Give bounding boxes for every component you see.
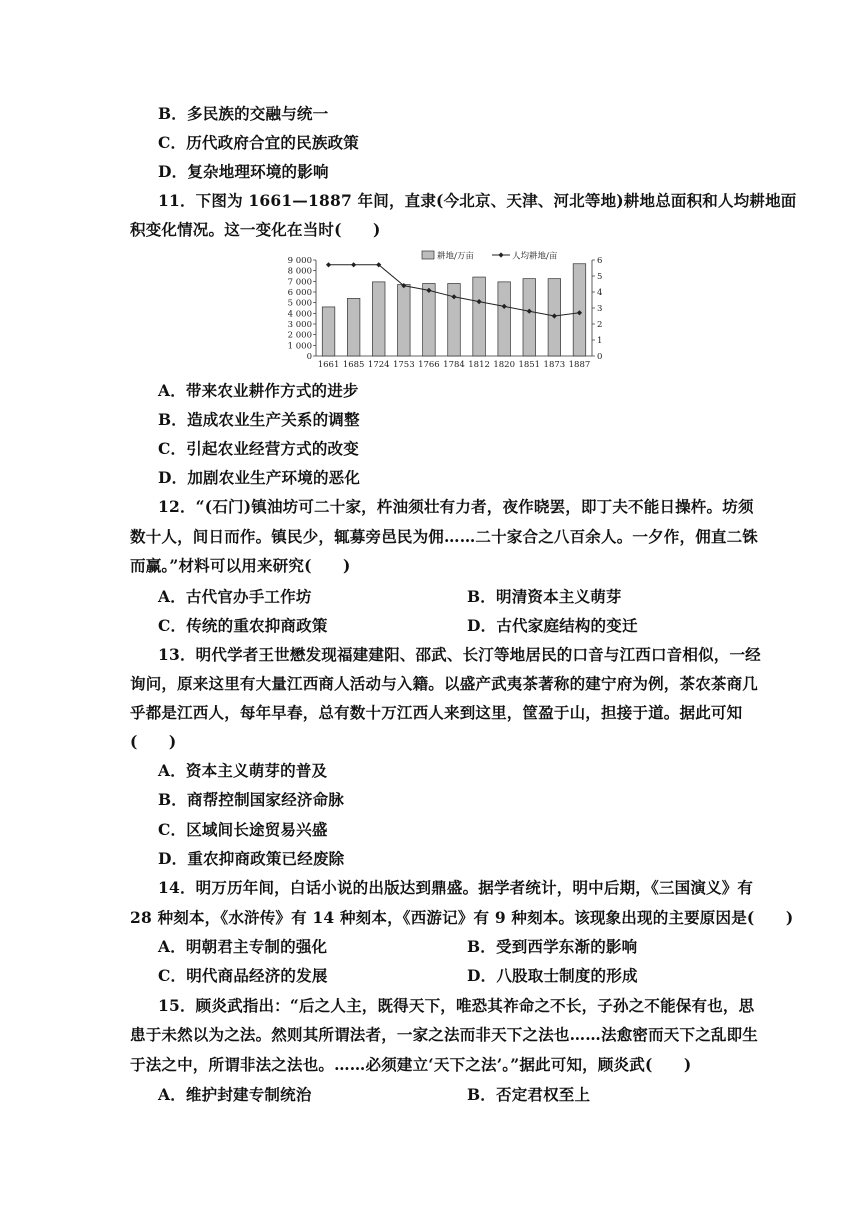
q13-stem-line4: ( ): [130, 732, 177, 751]
left-tick-label: 3 000: [287, 320, 312, 330]
point-1661: [326, 262, 331, 267]
q12-option-b: B．明清资本主义萌芽: [467, 587, 622, 606]
q12-stem-line2: 数十人，间日而作。镇民少，辄募旁邑民为佣……二十家合之八百余人。一夕作，佣直二铢: [130, 527, 759, 546]
q13-stem-line3: 乎都是江西人，每年早春，总有数十万江西人来到这里，筐盈于山，担接于道。据此可知: [130, 703, 743, 722]
q15-stem-line2: 患于未然以为之法。然则其所谓法者，一家之法而非天下之法也……法愈密而天下之乱即生: [130, 1025, 759, 1044]
legend-line-marker: [498, 252, 503, 257]
bar-1887: [573, 264, 586, 356]
right-tick-label: 0: [597, 352, 603, 362]
q13-stem-line1: 13．明代学者王世懋发现福建建阳、邵武、长汀等地居民的口音与江西口音相似，一经: [158, 645, 761, 664]
x-tick-label: 1851: [518, 360, 541, 370]
farmland-chart: [270, 248, 610, 374]
bar-1724: [372, 282, 385, 356]
right-tick-label: 3: [597, 304, 603, 314]
x-tick-label: 1724: [367, 360, 390, 370]
x-tick-label: 1812: [468, 360, 490, 370]
x-tick-label: 1784: [443, 360, 465, 370]
bar-1766: [423, 283, 436, 356]
right-tick-label: 2: [597, 320, 603, 330]
x-tick-label: 1820: [493, 360, 516, 370]
point-1685: [351, 262, 356, 267]
legend-bar-label: 耕地/万亩: [437, 251, 474, 262]
q11-stem-line1: 11．下图为 1661—1887 年间，直隶(今北京、天津、河北等地)耕地总面积和人均耕地面: [158, 191, 797, 210]
x-tick-label: 1753: [392, 360, 415, 370]
left-tick-label: 2 000: [287, 330, 312, 341]
left-tick-label: 7 000: [287, 277, 312, 288]
bar-1812: [473, 277, 486, 356]
q12-option-d: D．古代家庭结构的变迁: [467, 616, 638, 635]
q12-option-a: A．古代官办手工作坊: [158, 587, 312, 606]
bar-1685: [347, 298, 360, 356]
q15-option-a: A．维护封建专制统治: [158, 1085, 312, 1104]
bar-1753: [398, 285, 411, 356]
q14-stem-line2: 28 种刻本，《水浒传》有 14 种刻本，《西游记》有 9 种刻本。该现象出现的主要原因是( ): [130, 908, 794, 927]
q15-stem-line3: 于法之中，所谓非法之法也。……必须建立‘天下之法’。”据此可知，顾炎武( ): [130, 1055, 692, 1074]
bar-1820: [498, 282, 511, 356]
x-tick-label: 1661: [317, 360, 340, 370]
q10-option-c: C．历代政府合宜的民族政策: [158, 133, 359, 152]
x-tick-label: 1766: [418, 360, 440, 370]
q14-option-c: C．明代商品经济的发展: [158, 966, 328, 985]
bar-1851: [523, 279, 536, 356]
left-tick-label: 0: [306, 352, 312, 362]
right-tick-label: 4: [597, 288, 603, 298]
q14-stem-line1: 14．明万历年间，白话小说的出版达到鼎盛。据学者统计，明中后期，《三国演义》有: [158, 878, 754, 897]
left-tick-label: 6 000: [287, 288, 312, 298]
right-tick-label: 5: [597, 272, 603, 282]
q13-stem-line2: 询问，原来这里有大量江西商人活动与入籍。以盛产武夷茶著称的建宁府为例，茶农茶商几: [130, 674, 759, 693]
q14-option-a: A．明朝君主专制的强化: [158, 937, 328, 956]
left-tick-label: 4 000: [287, 309, 312, 320]
right-tick-label: 6: [597, 256, 603, 266]
legend-line-label: 人均耕地/亩: [512, 251, 558, 262]
x-tick-label: 1887: [568, 360, 591, 370]
q12-option-c: C．传统的重农抑商政策: [158, 616, 328, 635]
q14-option-d: D．八股取士制度的形成: [467, 966, 638, 985]
q10-option-d: D．复杂地理环境的影响: [158, 162, 329, 181]
q15-option-b: B．否定君权至上: [467, 1085, 591, 1104]
left-tick-label: 9 000: [287, 256, 312, 266]
q13-option-a: A．资本主义萌芽的普及: [158, 761, 328, 780]
q13-option-d: D．重农抑商政策已经废除: [158, 849, 345, 868]
legend-bar-swatch: [422, 251, 434, 259]
left-tick-label: 1 000: [287, 341, 312, 352]
q11-option-d: D．加剧农业生产环境的恶化: [158, 468, 361, 487]
q11-stem-line2: 积变化情况。这一变化在当时( ): [130, 220, 381, 239]
chart-bars: [322, 264, 585, 356]
q10-option-b: B．多民族的交融与统一: [158, 104, 329, 123]
q11-option-c: C．引起农业经营方式的改变: [158, 439, 359, 458]
q11-option-a: A．带来农业耕作方式的进步: [158, 381, 359, 400]
q15-stem-line1: 15．顾炎武指出：“后之人主，既得天下，唯恐其祚命之不长，子孙之不能保有也，思: [158, 996, 755, 1015]
x-tick-label: 1685: [342, 360, 365, 370]
right-tick-label: 1: [597, 336, 603, 346]
q12-stem-line1: 12．“(石门)镇油坊可二十家，杵油须壮有力者，夜作晓罢，即丁夫不能日操杵。坊须: [158, 497, 754, 516]
q13-option-b: B．商帮控制国家经济命脉: [158, 790, 345, 809]
bar-1661: [322, 307, 335, 356]
left-tick-label: 8 000: [287, 266, 312, 277]
left-tick-label: 5 000: [287, 298, 312, 309]
x-tick-label: 1873: [543, 360, 566, 370]
q12-stem-line3: 而赢。”材料可以用来研究( ): [130, 556, 351, 575]
q13-option-c: C．区域间长途贸易兴盛: [158, 820, 328, 839]
q11-option-b: B．造成农业生产关系的调整: [158, 410, 360, 429]
q14-option-b: B．受到西学东渐的影响: [467, 937, 638, 956]
chart-legend: [422, 251, 558, 262]
